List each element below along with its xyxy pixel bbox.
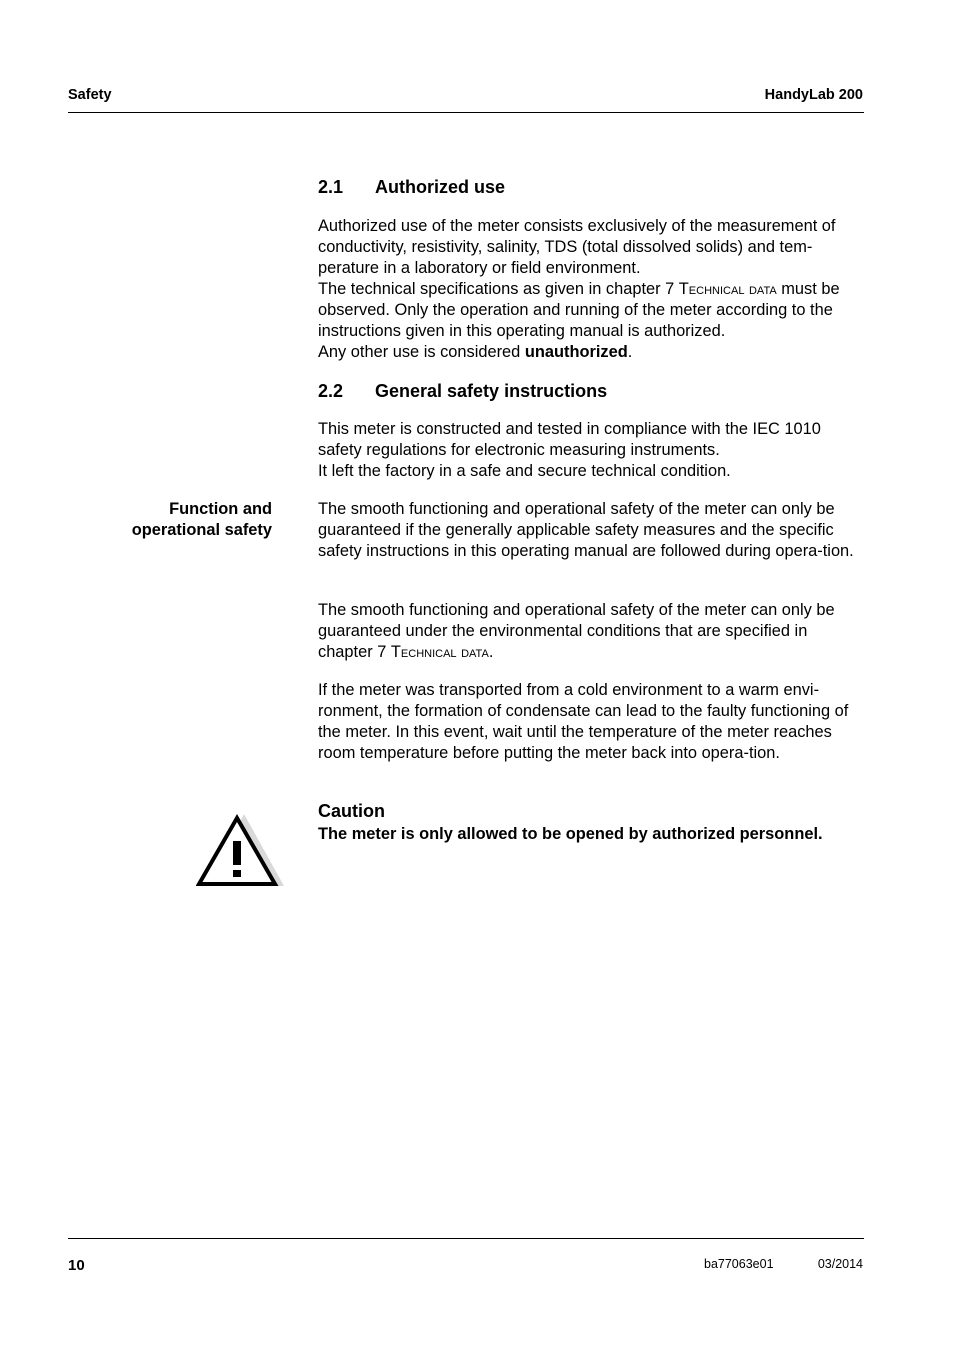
text-run: The technical specifications as given in chapter 7 [318,280,679,298]
section-heading-authorized-use [318,177,505,198]
function-safety-paragraph: The smooth functioning and operational safety of the meter can only be guaranteed if the generally applicable safety measures and the specific safety instructions in this operating manual are followed during opera-tion. [318,500,854,560]
emphasis-text: unauthorized [524,343,628,361]
side-label-line: operational safety [131,521,272,539]
section-title: General safety instructions [375,381,608,401]
side-label-function-safety [132,499,272,541]
environment-paragraph [318,600,866,663]
section-number: 2.2 [318,381,344,401]
chapter-reference: Technical data [390,643,489,661]
authorized-use-paragraph [318,216,866,363]
section-number: 2.1 [318,177,344,197]
page-number: 10 [68,1257,85,1274]
condensate-paragraph: If the meter was transported from a cold environment to a warm envi-ronment, the formation of condensate can lead to the faulty functioning of the meter. In this event, wait until the temperature of the meter reaches room temperature before putting the meter back into opera-tion. [318,681,849,762]
caution-title: Caution [318,801,385,821]
header-section-title: Safety [68,87,112,103]
text-run: . [488,643,494,661]
text-run: Any other use is considered [318,343,525,361]
side-label-line: Function and [169,500,272,518]
header-rule [68,112,864,113]
compliance-paragraph [318,419,866,482]
section-title: Authorized use [375,177,506,197]
text-run: This meter is constructed and tested in compliance with the IEC 1010 safety regulations for electronic measuring instruments. [318,420,821,459]
text-run: must be observed. Only the operation and running of the meter according to the instructions given in this operating manual is authorized. [318,280,840,340]
text-run: . [627,343,633,361]
footer-rule [68,1238,864,1239]
text-run: It left the factory in a safe and secure technical condition. [318,462,731,480]
caution-text: The meter is only allowed to be opened by authorized personnel. [318,825,823,843]
document-date: 03/2014 [817,1257,863,1271]
document-id: ba77063e01 [704,1257,774,1271]
text-run: Authorized use of the meter consists exclusively of the measurement of conductivity, resistivity, salinity, TDS (total dissolved solids) and tem-perature in a laboratory or field environment. [318,217,836,277]
section-heading-general-safety [318,381,607,402]
text-run: The smooth functioning and operational safety of the meter can only be guaranteed under the environmental conditions that are specified in chapter 7 [318,601,835,661]
warning-triangle-icon [196,808,286,888]
chapter-reference: Technical data [678,280,777,298]
header-product-name: HandyLab 200 [764,87,863,103]
